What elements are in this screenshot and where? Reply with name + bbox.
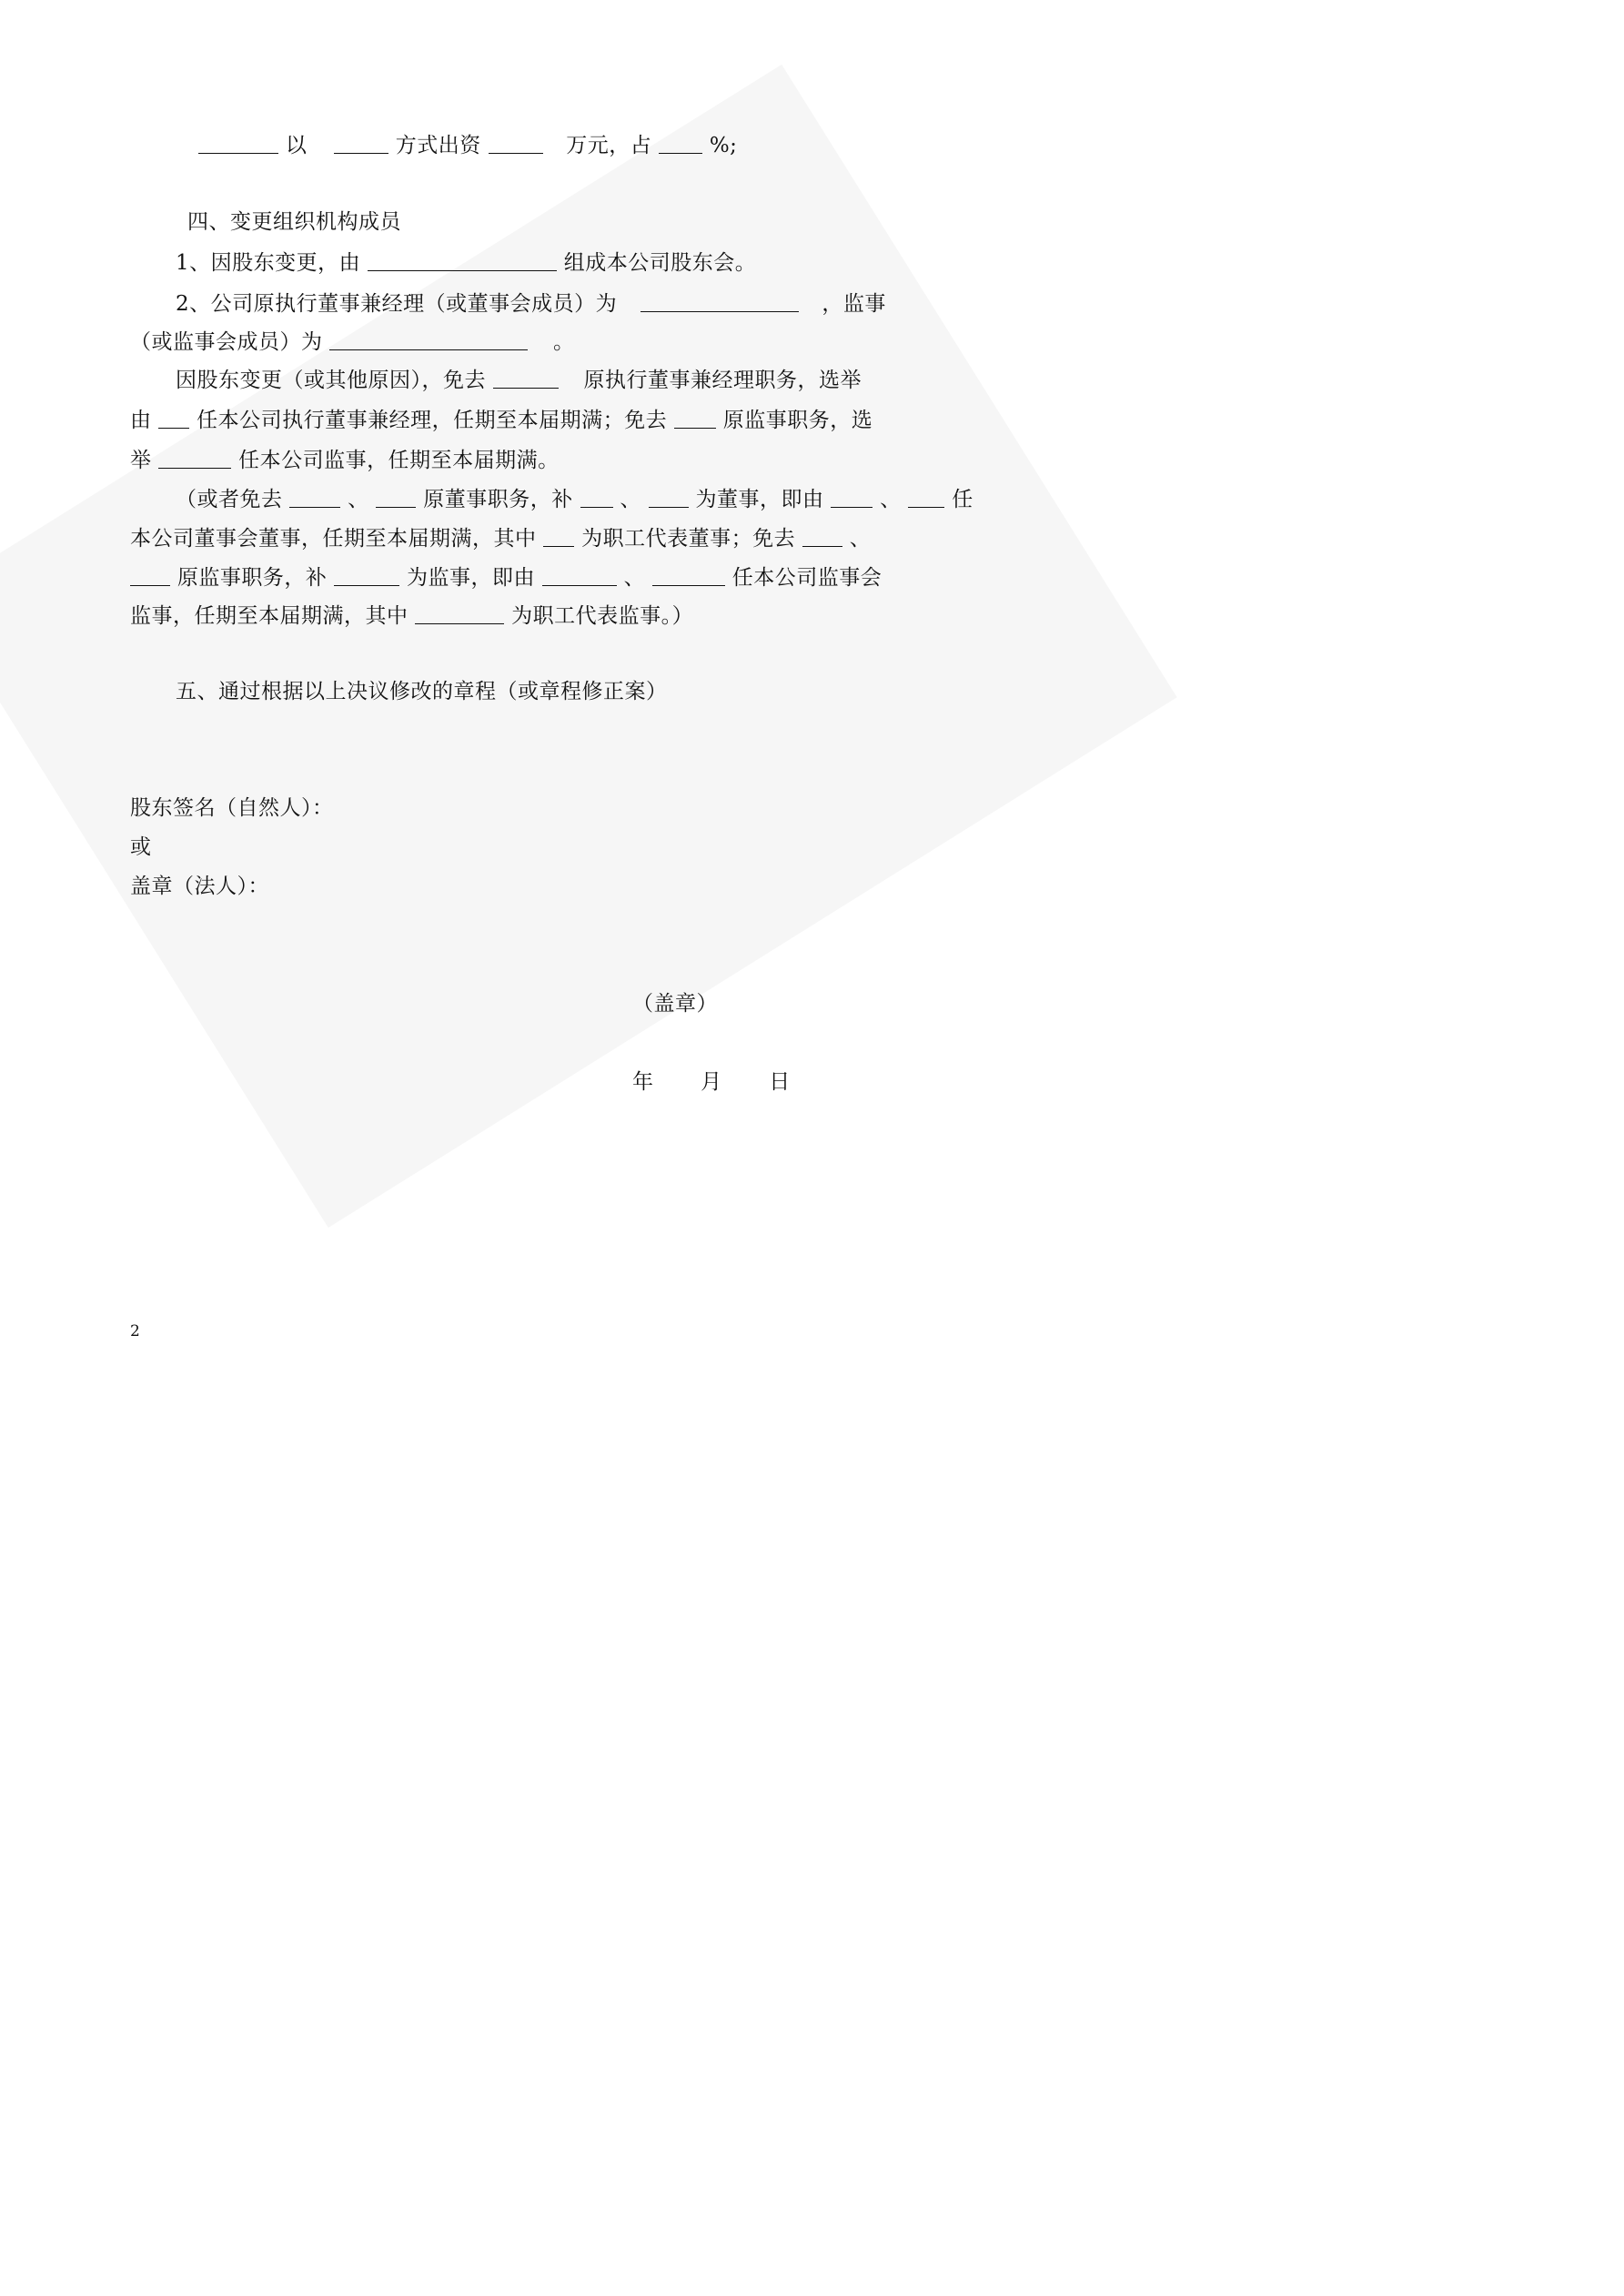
item-2-line-1 [176, 289, 886, 319]
employee-director-blank[interactable] [543, 526, 574, 547]
removed-supervisor-blank[interactable] [674, 408, 716, 429]
para-2-line-1 [176, 485, 973, 514]
item-1 [176, 248, 756, 278]
text: 举 [130, 449, 152, 472]
new-director-blank[interactable] [158, 408, 189, 429]
text: 任本公司监事会 [731, 566, 883, 590]
para-1-line-1 [176, 366, 862, 395]
text: 万元，占 [566, 134, 652, 157]
added-supervisor-blank[interactable] [334, 565, 399, 586]
para-1-line-2 [130, 406, 873, 435]
para-2-line-4 [130, 602, 693, 631]
or-label: 或 [130, 835, 152, 859]
text: 、 [348, 488, 369, 511]
text: 为职工代表监事。） [511, 604, 694, 628]
text: %; [709, 134, 738, 157]
text: 、 [620, 488, 641, 511]
text: 任本公司监事，任期至本届期满。 [238, 449, 560, 472]
board-member-blank-2[interactable] [908, 487, 944, 508]
text: 为职工代表董事；免去 [581, 527, 796, 551]
text: 本公司董事会董事，任期至本届期满，其中 [130, 527, 537, 551]
text: 任本公司执行董事兼经理，任期至本届期满；免去 [197, 409, 668, 432]
section-4-heading: 四、变更组织机构成员 [187, 210, 401, 234]
background-watermark [0, 65, 1177, 1228]
text: 、 [849, 527, 872, 551]
text: ，监事 [822, 292, 886, 316]
text: 组成本公司股东会。 [563, 251, 757, 275]
amount-blank[interactable] [489, 133, 543, 154]
para-2-line-3 [130, 563, 882, 592]
board-member-blank-1[interactable] [831, 487, 873, 508]
employee-supervisor-blank[interactable] [415, 603, 504, 624]
removed-supervisor-blank-1[interactable] [802, 526, 842, 547]
text: 2、公司原执行董事兼经理（或董事会成员）为 [176, 292, 618, 316]
added-board-blank-1[interactable] [580, 487, 613, 508]
new-supervisor-blank[interactable] [158, 448, 231, 469]
text: 、 [623, 566, 646, 590]
text: 原执行董事兼经理职务，选举 [583, 369, 862, 392]
para-1-line-3 [130, 446, 560, 475]
supervisor-member-blank-2[interactable] [652, 565, 725, 586]
date-line [632, 1067, 791, 1097]
director-blank[interactable] [641, 291, 799, 312]
text: 原监事职务，选 [722, 409, 873, 432]
removed-director-blank[interactable] [493, 368, 559, 389]
page-number: 2 [130, 1322, 140, 1340]
text: 任 [952, 488, 973, 511]
text: 为董事，即由 [695, 488, 824, 511]
text: 监事，任期至本届期满，其中 [130, 604, 409, 628]
item-2-line-2 [130, 328, 574, 357]
text: 、 [880, 488, 902, 511]
para-2-line-2 [130, 524, 871, 553]
text: 1、因股东变更，由 [176, 251, 361, 275]
month-label: 月 [701, 1070, 722, 1094]
natural-person-signature-label: 股东签名（自然人）： [130, 796, 334, 820]
text: 方式出资 [395, 134, 481, 157]
supervisor-blank[interactable] [329, 329, 528, 350]
text: 为监事，即由 [406, 566, 535, 590]
text: 原监事职务，补 [177, 566, 328, 590]
text: 以 [285, 134, 308, 157]
added-board-blank-2[interactable] [649, 487, 689, 508]
contribution-line [198, 131, 737, 160]
supervisor-member-blank-1[interactable] [542, 565, 617, 586]
removed-supervisor-blank-2[interactable] [130, 565, 170, 586]
year-label: 年 [632, 1070, 654, 1094]
method-blank[interactable] [334, 133, 388, 154]
removed-board-blank-2[interactable] [376, 487, 416, 508]
text: 原董事职务，补 [423, 488, 573, 511]
shareholder-blank[interactable] [198, 133, 278, 154]
text: 因股东变更（或其他原因），免去 [176, 369, 486, 392]
text: 。 [552, 330, 575, 354]
shareholders-blank[interactable] [368, 250, 557, 271]
text: （或监事会成员）为 [130, 330, 323, 354]
text: 由 [130, 409, 152, 432]
section-5-heading: 五、通过根据以上决议修改的章程（或章程修正案） [176, 680, 668, 703]
legal-person-seal-label: 盖章（法人）： [130, 875, 269, 898]
text: （或者免去 [176, 488, 283, 511]
seal-label: （盖章） [632, 992, 718, 1016]
percent-blank[interactable] [659, 133, 702, 154]
removed-board-blank-1[interactable] [289, 487, 340, 508]
day-label: 日 [769, 1070, 791, 1094]
